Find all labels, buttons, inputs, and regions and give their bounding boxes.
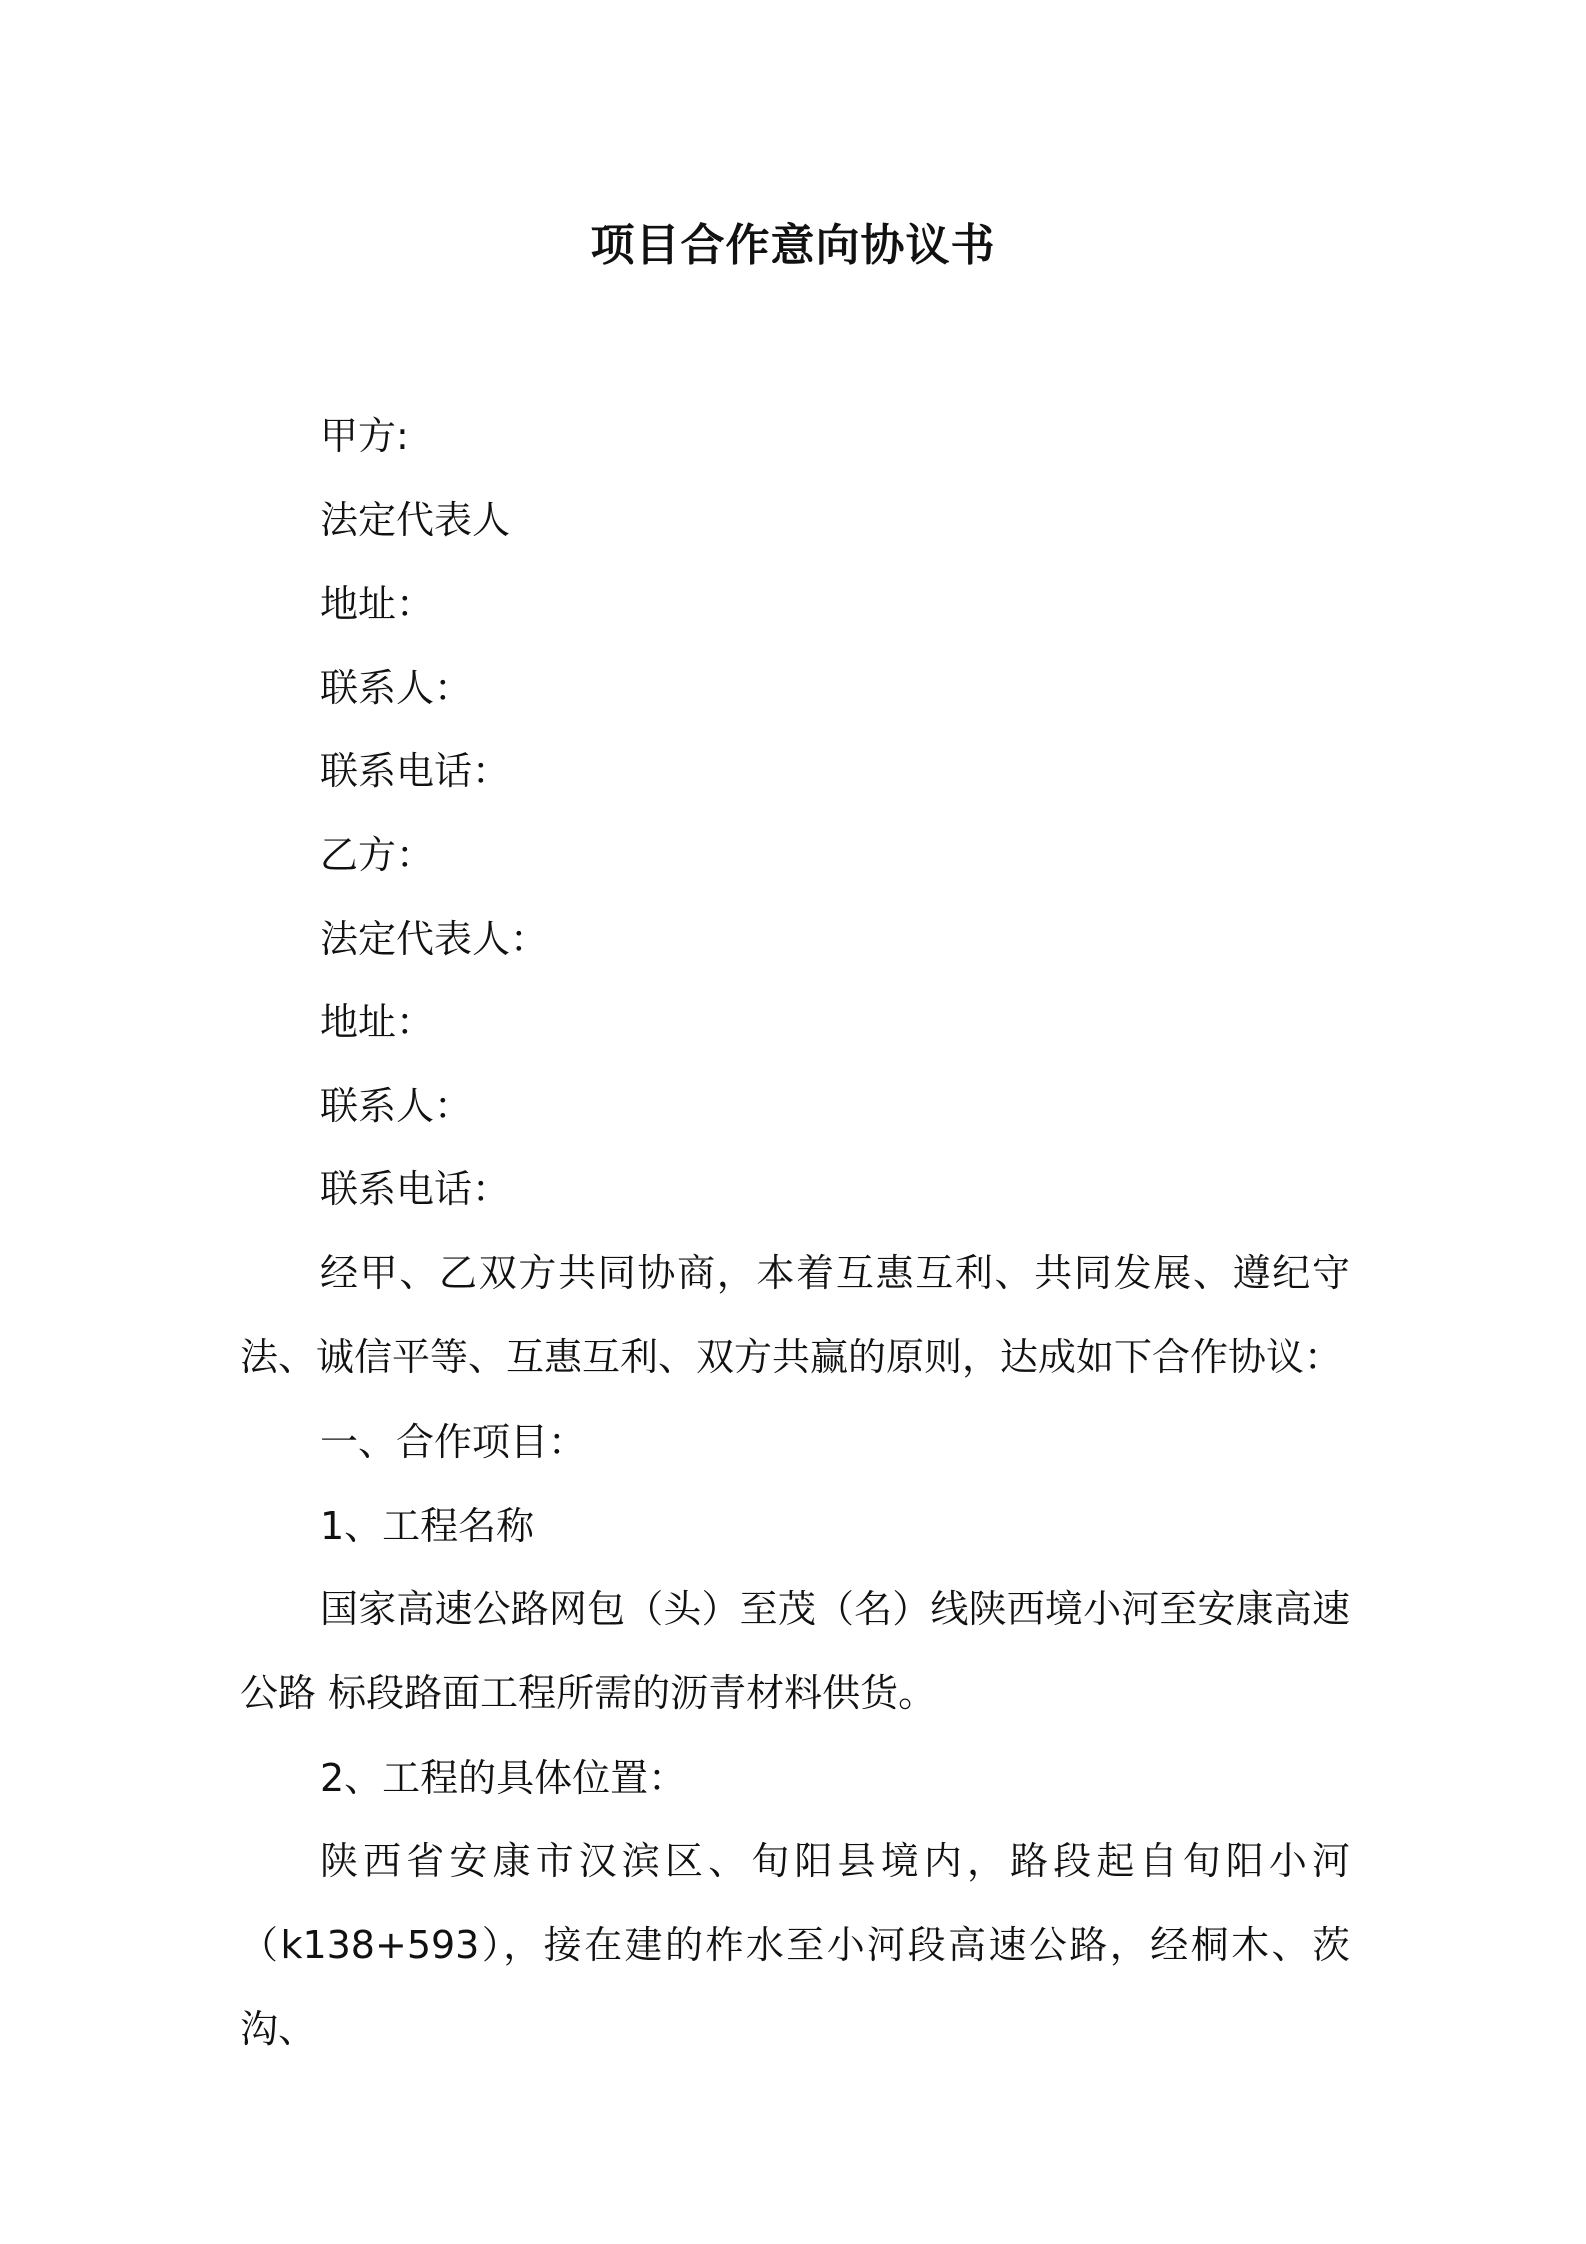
document-title: 项目合作意向协议书: [590, 220, 996, 271]
party-b-contact: 联系人：: [320, 1084, 473, 1128]
party-b-address: 地址：: [320, 1000, 435, 1044]
party-a-label: 甲方:: [320, 414, 409, 458]
item-2-paragraph: 陕西省安康市汉滨区、旬阳县境内，路段起自旬阳小河（k138+593），接在建的柞水至小河段高速公路，经桐木、茨沟、: [240, 1839, 1350, 2051]
item-1-paragraph: 国家高速公路网包（头）至茂（名）线陕西境小河至安康高速公路 标段路面工程所需的沥青材料供货。: [240, 1587, 1350, 1715]
item-1-heading: 1、工程名称: [320, 1504, 535, 1548]
party-a-legal-rep: 法定代表人: [320, 498, 511, 542]
party-b-legal-rep: 法定代表人：: [320, 917, 549, 961]
item-2-heading: 2、工程的具体位置：: [320, 1756, 687, 1800]
party-a-phone: 联系电话：: [320, 749, 511, 793]
party-a-address: 地址：: [320, 582, 435, 626]
party-b-phone: 联系电话：: [320, 1167, 511, 1211]
section-1-heading: 一、合作项目：: [320, 1420, 587, 1464]
party-b-label: 乙方：: [320, 833, 435, 877]
preamble-paragraph: 经甲、乙双方共同协商，本着互惠互利、共同发展、遵纪守法、诚信平等、互惠互利、双方共赢的原则，达成如下合作协议：: [240, 1251, 1350, 1379]
party-a-contact: 联系人：: [320, 666, 473, 710]
